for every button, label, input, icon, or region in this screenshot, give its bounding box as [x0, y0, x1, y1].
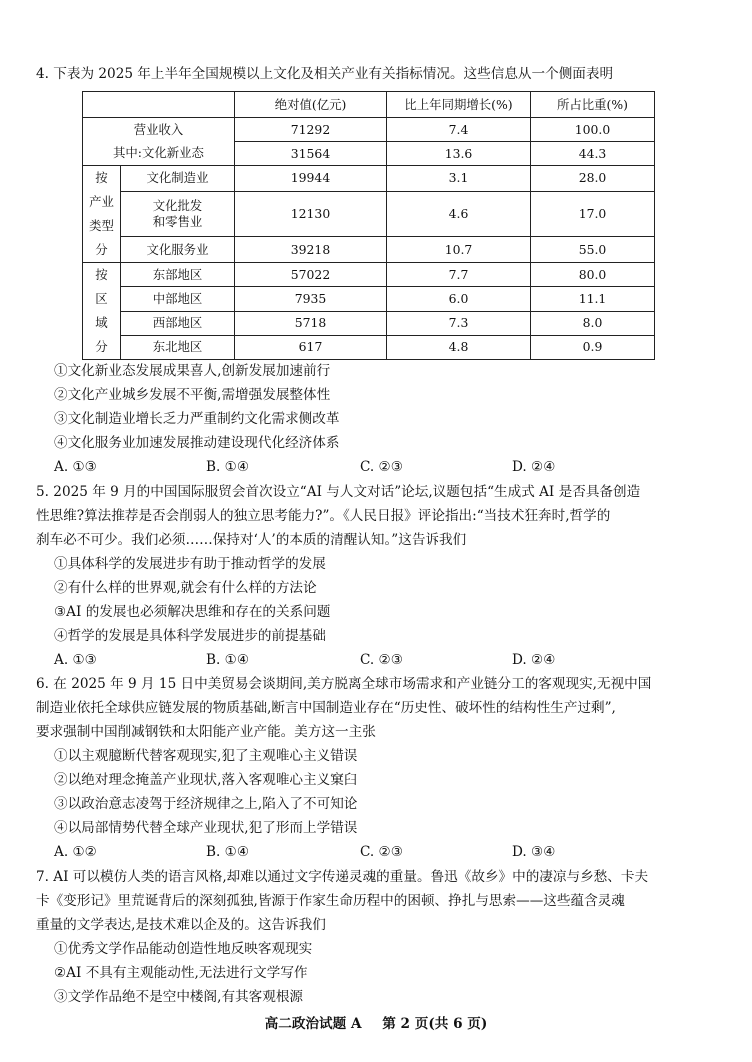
cell: 7.7: [387, 263, 531, 287]
row-label: 文化制造业: [121, 166, 235, 192]
table-header-share: 所占比重(%): [531, 92, 655, 118]
q6-statement-3: ③以政治意志凌驾于经济规律之上,陷入了不可知论: [54, 796, 358, 812]
q5-option-b: B. ①④: [206, 652, 250, 668]
q4-option-d: D. ②④: [512, 459, 556, 475]
q6-option-b: B. ①④: [206, 844, 250, 860]
q7-stem-line-3: 重量的文学表达,是技术难以企及的。这告诉我们: [36, 917, 326, 933]
table-row: [83, 191, 655, 236]
table-row-revenue: [83, 118, 655, 142]
row-label: 其中:文化新业态: [83, 142, 235, 166]
q5-option-a: A. ①③: [54, 652, 97, 668]
row-label: 东部地区: [121, 263, 235, 287]
q4-statement-3: ③文化制造业增长乏力严重制约文化需求侧改革: [54, 411, 340, 427]
group-char: 按: [95, 170, 108, 185]
q4-statement-2: ②文化产业城乡发展不平衡,需增强发展整体性: [54, 387, 331, 403]
cell: 19944: [235, 166, 387, 192]
table-row: [83, 237, 655, 263]
table-header-blank: [83, 92, 235, 118]
cell: 57022: [235, 263, 387, 287]
q4-option-c: C. ②③: [360, 459, 403, 475]
q5-stem-line-3: 刹车必不可少。我们必须……保持对‘人’的本质的清醒认知。”这告诉我们: [36, 532, 467, 548]
group-char: 区: [95, 291, 108, 306]
group-char: 域: [95, 315, 108, 330]
group-char: 分: [95, 242, 108, 257]
cell: 55.0: [531, 237, 655, 263]
group-char: 分: [95, 339, 108, 354]
row-label: 西部地区: [121, 311, 235, 335]
q5-option-c: C. ②③: [360, 652, 403, 668]
cell: 617: [235, 335, 387, 359]
q4-option-a: A. ①③: [54, 459, 97, 475]
table-row: [83, 311, 655, 335]
cell: 28.0: [531, 166, 655, 192]
q5-statement-4: ④哲学的发展是具体科学发展进步的前提基础: [54, 628, 326, 644]
q5-statement-2: ②有什么样的世界观,就会有什么样的方法论: [54, 580, 317, 596]
cell: 10.7: [387, 237, 531, 263]
cell: 17.0: [531, 191, 655, 236]
table-row-new-format: [83, 142, 655, 166]
cell: 13.6: [387, 142, 531, 166]
q6-option-a: A. ①②: [54, 844, 97, 860]
page-footer: [0, 1012, 752, 1032]
q5-statement-3: ③AI 的发展也必须解决思维和存在的关系问题: [54, 604, 331, 620]
row-label-line: 文化批发: [152, 197, 203, 213]
group-label-industry: [83, 166, 121, 263]
q7-statement-2: ②AI 不具有主观能动性,无法进行文学写作: [54, 965, 308, 981]
footer-page-number: 第 2 页(共 6 页): [382, 1016, 488, 1032]
cell: 31564: [235, 142, 387, 166]
cell: 4.8: [387, 335, 531, 359]
cell: 39218: [235, 237, 387, 263]
group-char: 产业: [89, 194, 114, 209]
group-label-region: [83, 263, 121, 360]
cell: 7935: [235, 287, 387, 311]
cell: 5718: [235, 311, 387, 335]
cell: 7.3: [387, 311, 531, 335]
row-label: 文化服务业: [121, 237, 235, 263]
cell: 44.3: [531, 142, 655, 166]
row-label: 东北地区: [121, 335, 235, 359]
cell: 71292: [235, 118, 387, 142]
table-header-growth: 比上年同期增长(%): [387, 92, 531, 118]
cell: 4.6: [387, 191, 531, 236]
q7-statement-1: ①优秀文学作品能动创造性地反映客观现实: [54, 941, 313, 957]
q4-option-b: B. ①④: [206, 459, 250, 475]
q4-statement-1: ①文化新业态发展成果喜人,创新发展加速前行: [54, 363, 331, 379]
q5-stem-line-1: 5. 2025 年 9 月的中国国际服贸会首次设立“AI 与人文对话”论坛,议题包括“生成式 AI 是否具备创造: [36, 484, 641, 500]
row-label: 营业收入: [83, 118, 235, 142]
q4-stem: 4. 下表为 2025 年上半年全国规模以上文化及相关产业有关指标情况。这些信息从一个侧面表明: [36, 66, 614, 82]
q5-option-d: D. ②④: [512, 652, 556, 668]
cell: 11.1: [531, 287, 655, 311]
cell: 80.0: [531, 263, 655, 287]
q5-stem-line-2: 性思维?算法推荐是否会削弱人的独立思考能力?”。《人民日报》评论指出:“当技术狂奔时,哲学的: [36, 508, 611, 524]
q5-statement-1: ①具体科学的发展进步有助于推动哲学的发展: [54, 556, 326, 572]
q6-option-d: D. ③④: [512, 844, 556, 860]
table-row: [83, 287, 655, 311]
table-row: [83, 166, 655, 192]
q6-stem-line-2: 制造业依托全球供应链发展的物质基础,断言中国制造业存在“历史性、破坏性的结构性生产过剩”,: [36, 700, 616, 716]
q4-statement-4: ④文化服务业加速发展推动建设现代化经济体系: [54, 435, 340, 451]
cell: 7.4: [387, 118, 531, 142]
q6-statement-2: ②以绝对理念掩盖产业现状,落入客观唯心主义窠臼: [54, 772, 358, 788]
table-row: [83, 263, 655, 287]
q7-statement-3: ③文学作品绝不是空中楼阁,有其客观根源: [54, 989, 304, 1005]
cell: 3.1: [387, 166, 531, 192]
q6-statement-1: ①以主观臆断代替客观现实,犯了主观唯心主义错误: [54, 748, 358, 764]
q6-option-c: C. ②③: [360, 844, 403, 860]
q6-stem-line-1: 6. 在 2025 年 9 月 15 日中美贸易会谈期间,美方脱离全球市场需求和产业链分工的客观现实,无视中国: [36, 676, 652, 692]
q7-stem-line-1: 7. AI 可以模仿人类的语言风格,却难以通过文字传递灵魂的重量。鲁迅《故乡》中的凄凉与乡愁、卡夫: [36, 869, 649, 885]
row-label: 中部地区: [121, 287, 235, 311]
table-header-row: [83, 92, 655, 118]
q6-statement-4: ④以局部情势代替全球产业现状,犯了形而上学错误: [54, 820, 358, 836]
group-char: 按: [95, 267, 108, 282]
cell: 6.0: [387, 287, 531, 311]
table-row: [83, 335, 655, 359]
q4-data-table: [82, 91, 655, 360]
group-char: 类型: [89, 218, 114, 233]
footer-subject: 高二政治试题 A: [264, 1016, 362, 1032]
q7-stem-line-2: 卡《变形记》里荒诞背后的深刻孤独,皆源于作家生命历程中的困顿、挣扎与思索——这些蕴含灵魂: [36, 893, 625, 909]
row-label-line: 和零售业: [152, 213, 203, 229]
cell: 100.0: [531, 118, 655, 142]
table-header-absolute: 绝对值(亿元): [235, 92, 387, 118]
cell: 12130: [235, 191, 387, 236]
cell: 8.0: [531, 311, 655, 335]
row-label: [121, 191, 235, 236]
cell: 0.9: [531, 335, 655, 359]
q6-stem-line-3: 要求强制中国削减钢铁和太阳能产业产能。美方这一主张: [36, 724, 376, 740]
